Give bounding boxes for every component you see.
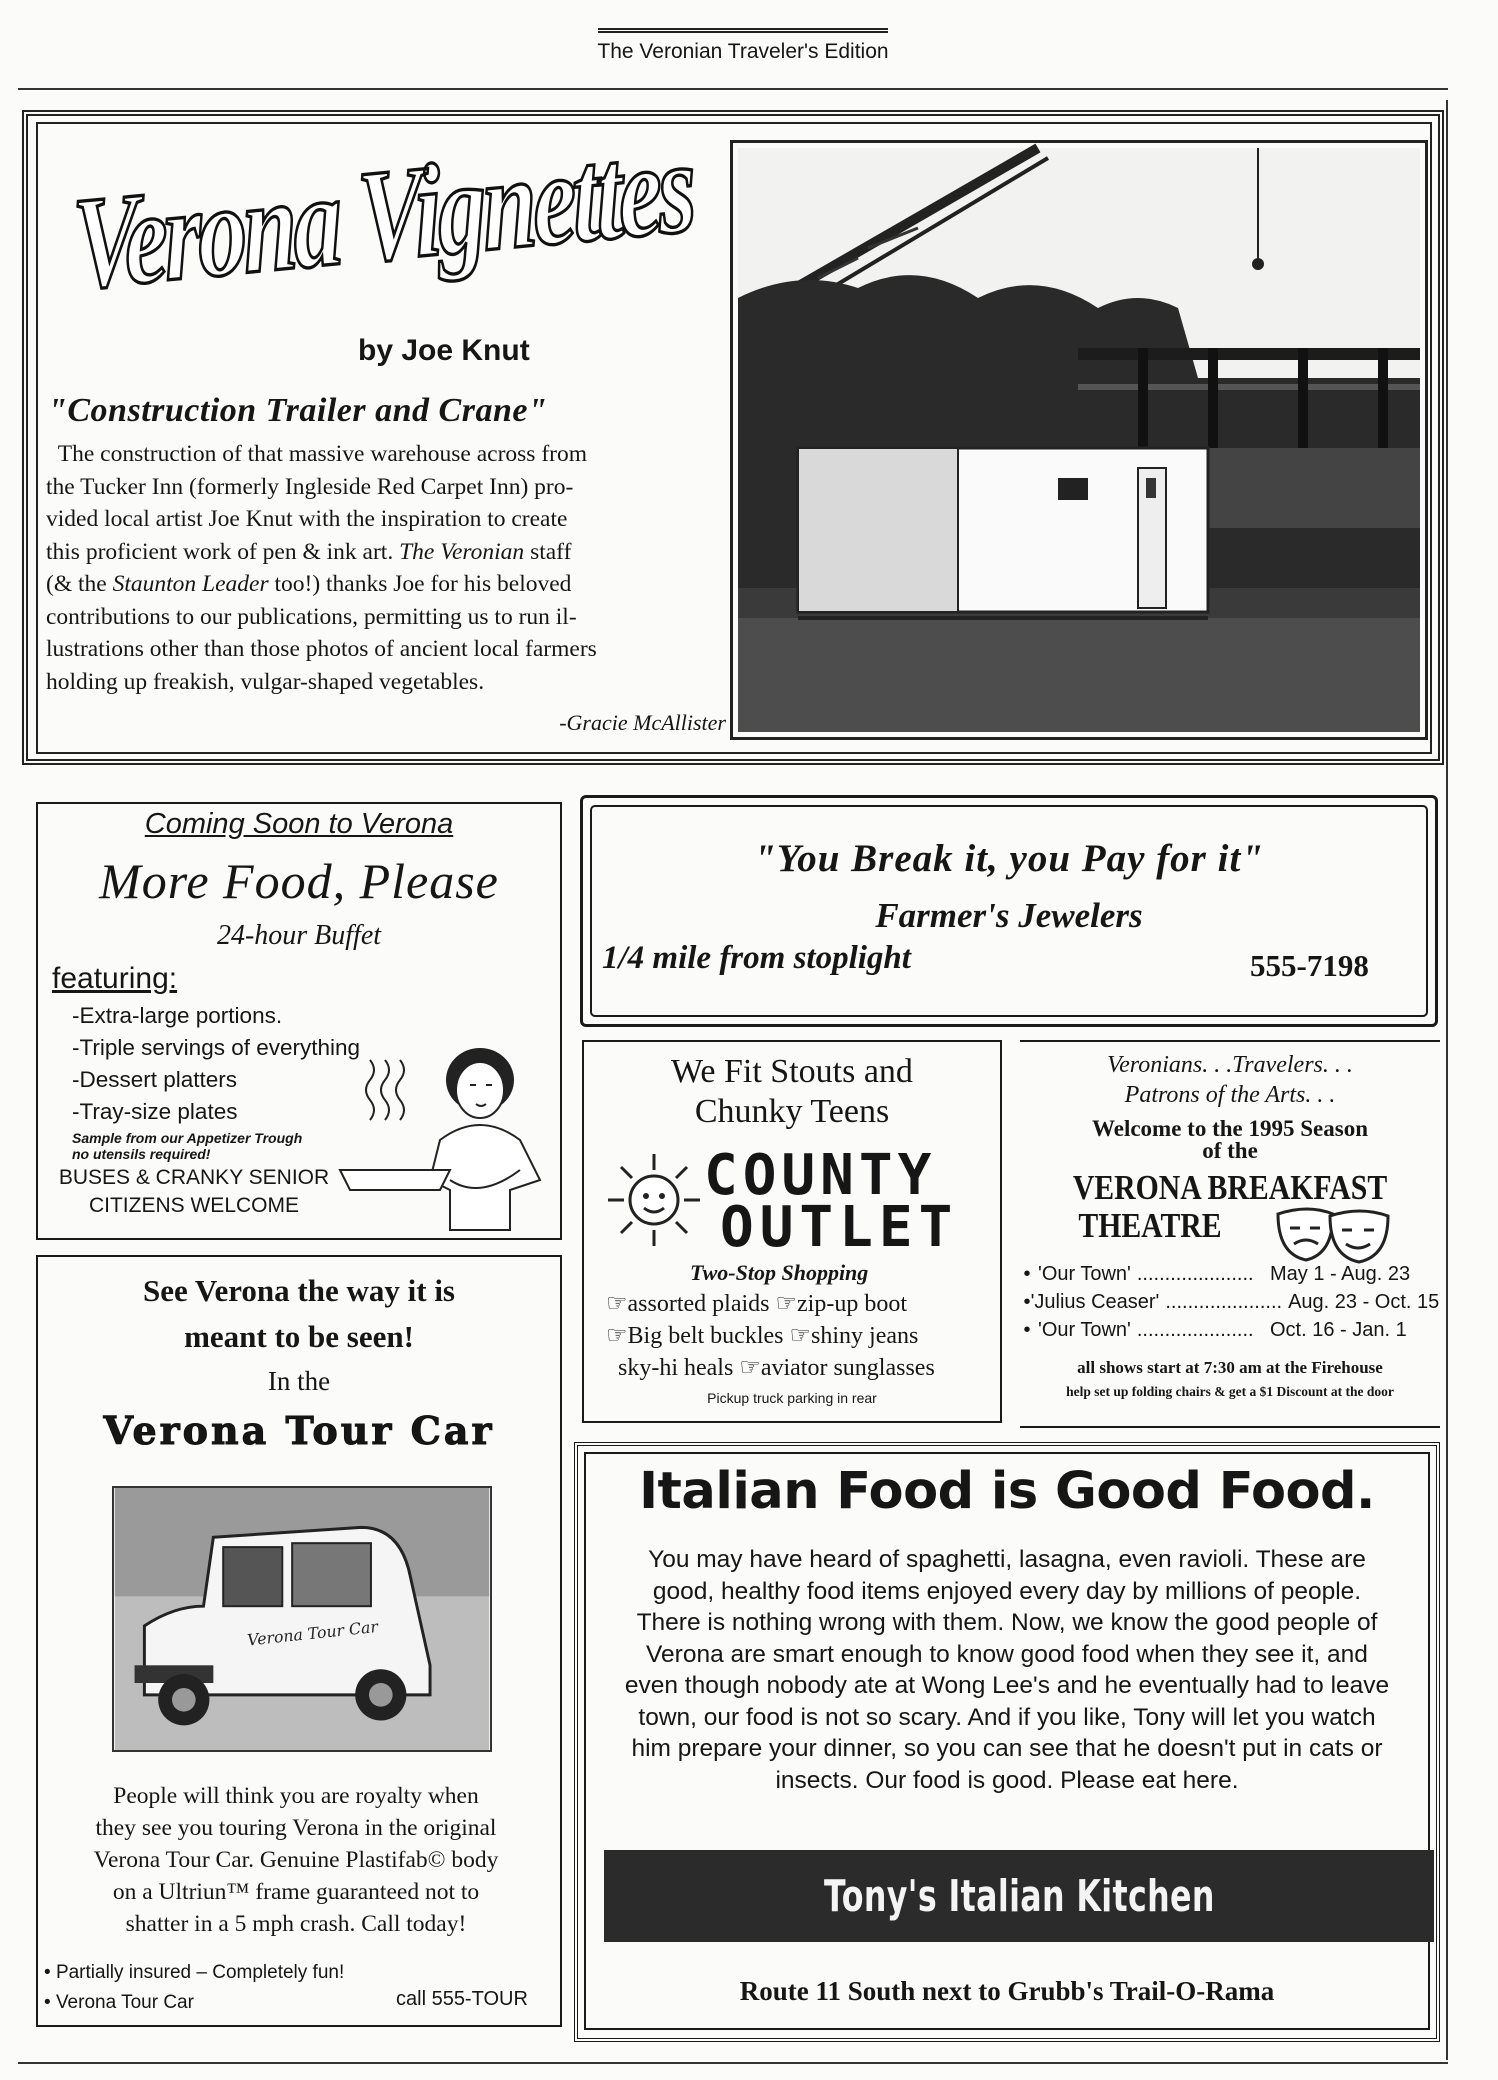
theatre-discount-note: help set up folding chairs & get a $1 Discount at the door (1066, 1384, 1394, 1399)
vignette-line: contributions to our publications, permitting us to run il- (46, 603, 577, 630)
pointing-hand-icon: ☞ (606, 1291, 628, 1317)
tour-car-name: Verona Tour Car (103, 1408, 495, 1453)
vignette-signature: -Gracie McAllister (559, 710, 726, 735)
italian-kitchen-banner (604, 1850, 1434, 1942)
theatre-intro: Veronians. . .Travelers. . . Patrons of the Arts. . . (1107, 1052, 1353, 1108)
tour-car-headline: See Verona the way it is meant to be seen! (142, 1273, 455, 1354)
list-item: • 'Julius Ceaser' ..................... Aug. 23 - Oct. 15 (1018, 1291, 1440, 1313)
list-item: -Extra-large portions. (72, 1003, 283, 1028)
tour-car-painted-text: Verona Tour Car (246, 1616, 379, 1650)
italian-kitchen-name: Tony's Italian Kitchen (823, 1870, 1215, 1922)
construction-trailer-crane-illustration (738, 148, 1420, 732)
italian-kitchen-location: Route 11 South next to Grubb's Trail-O-Rama (739, 1976, 1275, 2006)
italian-body: You may have heard of spaghetti, lasagna, even ravioli. These are good, healthy food items enjoyed every day by millions of people. There is nothing wrong with them. Now, we know the good people of Verona are smart enough to know good food when they see it, and even though nobody ate at Wong Lee's and he eventually had to leave town, our food is not so scary. And if you like, Tony will let you watch him prepare your dinner, so you can see that he doesn't put in cats or insects. Our food is good. Please eat here. (624, 1546, 1390, 1794)
list-item: -Tray-size plates (72, 1099, 238, 1124)
list-item: zip-up boot (797, 1291, 907, 1317)
tour-car-photo (112, 1486, 492, 1752)
list-item: -Dessert platters (72, 1067, 238, 1092)
header-rule (598, 28, 888, 33)
county-outlet-name-line2: OUTLET (720, 1195, 959, 1260)
jewelers-slogan: "You Break it, you Pay for it" (754, 837, 1264, 880)
jewelers-name: Farmer's Jewelers (875, 896, 1143, 935)
county-outlet-parking-note: Pickup truck parking in rear (707, 1390, 877, 1406)
jewelers-phone: 555-7198 (1250, 948, 1369, 983)
list-item: sky-hi heals (618, 1355, 734, 1381)
more-food-title: More Food, Please (99, 853, 499, 909)
page-header-title: The Veronian Traveler's Edition (597, 40, 889, 63)
more-food-subtitle: 24-hour Buffet (216, 920, 382, 951)
theatre-name-line2: THEATRE (1078, 1206, 1222, 1245)
pointing-hand-icon: ☞ (775, 1291, 798, 1317)
vignette-line: holding up freakish, vulgar-shaped vegetables. (46, 668, 485, 695)
more-food-feature-list (72, 1000, 360, 1128)
vignette-line: vided local artist Joe Knut with the inspiration to create (46, 506, 568, 532)
list-item: -Triple servings of everything (72, 1035, 361, 1060)
theatre-masks-icon (1268, 1204, 1398, 1264)
tour-car-body: People will think you are royalty when they see you touring Verona in the original Verona Tour Car. Genuine Plastifab© body on a Ultriun™ frame guaranteed not to shatter in a 5 mph crash. Call today! (93, 1783, 499, 1937)
pointing-hand-icon: ☞ (606, 1323, 628, 1349)
sun-icon (604, 1150, 704, 1250)
waitress-illustration (330, 1040, 556, 1230)
theatre-welcome: Welcome to the 1995 Season of the (1092, 1116, 1368, 1163)
page-right-rule (1446, 100, 1448, 2060)
county-outlet-name-line1: COUNTY (704, 1143, 937, 1208)
vignette-line: The construction of that massive warehouse across from (57, 441, 587, 467)
county-outlet-tagline: We Fit Stouts and Chunky Teens (671, 1053, 913, 1130)
pointing-hand-icon: ☞ (789, 1323, 812, 1349)
vignette-line: the Tucker Inn (formerly Ingleside Red Carpet Inn) pro- (46, 473, 574, 500)
county-outlet-subtitle: Two-Stop Shopping (690, 1260, 869, 1285)
vignette-line: this proficient work of pen & ink art. The Veronian staff (46, 538, 572, 565)
vignette-article-body (46, 438, 726, 698)
list-item: • 'Our Town' ..................... Oct. 16 - Jan. 1 (1018, 1319, 1407, 1341)
list-item: aviator sunglasses (760, 1355, 935, 1381)
tour-car-in-the: In the (267, 1366, 331, 1396)
vignette-byline: by Joe Knut (358, 334, 530, 367)
pointing-hand-icon: ☞ (739, 1355, 761, 1381)
vignette-subtitle: "Construction Trailer and Crane" (48, 392, 548, 429)
vignette-title: Verona Vignettes (70, 114, 696, 319)
list-item: shiny jeans (811, 1323, 919, 1349)
page-top-rule (18, 88, 1448, 90)
more-food-sample-note: Sample from our Appetizer Trough no utensils required! (72, 1130, 303, 1162)
more-food-buses-note: BUSES & CRANKY SENIOR CITIZENS WELCOME (58, 1166, 330, 1217)
list-item: • Verona Tour Car (44, 1992, 194, 2013)
italian-headline: Italian Food is Good Food. (639, 1462, 1375, 1521)
theatre-name-line1: VERONA BREAKFAST (1072, 1168, 1388, 1207)
jewelers-location: 1/4 mile from stoplight (602, 940, 911, 976)
theatre-showtime-note: all shows start at 7:30 am at the Firehouse (1077, 1358, 1383, 1377)
more-food-coming-soon: Coming Soon to Verona (144, 808, 454, 840)
list-item: • Partially insured – Completely fun! (44, 1962, 345, 1983)
list-item: • 'Our Town' ..................... May 1 - Aug. 23 (1018, 1263, 1411, 1285)
more-food-featuring-label: featuring: (52, 962, 178, 995)
vignette-line: (& the Staunton Leader too!) thanks Joe for his beloved (46, 571, 572, 597)
county-outlet-item-list (600, 1288, 1000, 1384)
list-item: Big belt buckles (627, 1323, 784, 1349)
tour-car-phone: call 555-TOUR (396, 1988, 528, 2010)
list-item: assorted plaids (627, 1291, 770, 1317)
tour-car-bullets (44, 1958, 344, 2018)
page-bottom-rule (18, 2062, 1448, 2064)
theatre-schedule (1018, 1260, 1438, 1344)
vignette-line: lustrations other than those photos of ancient local farmers (46, 636, 597, 662)
